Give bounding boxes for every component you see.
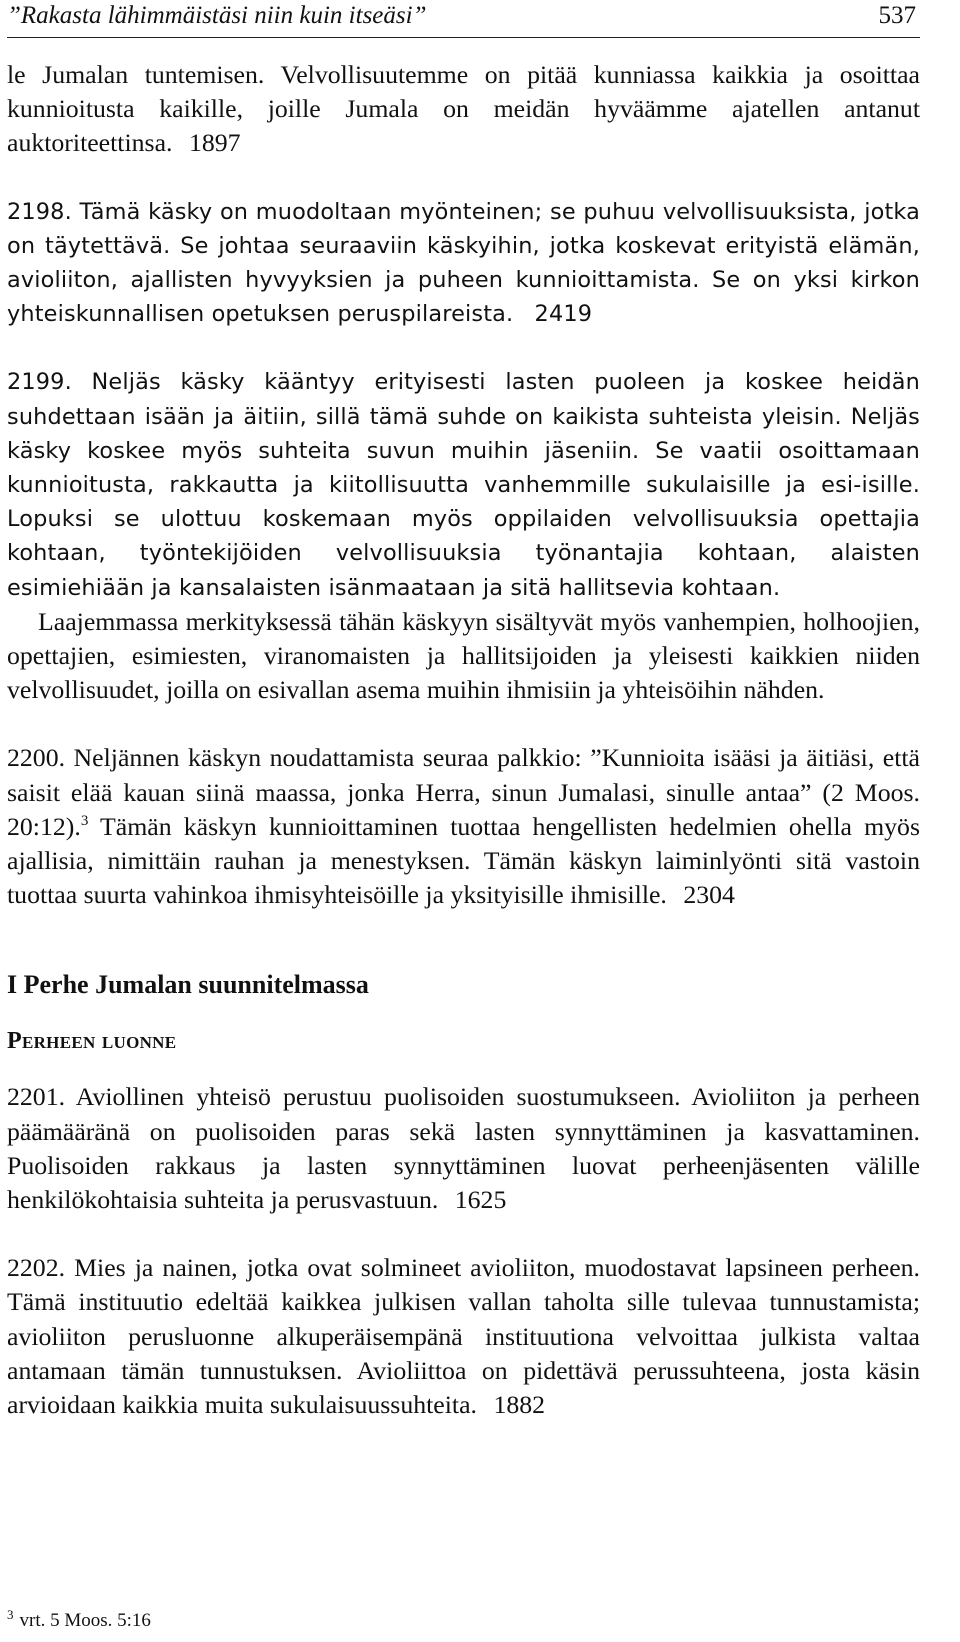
running-title: ”Rakasta lähimmäistäsi niin kuin itseäsi” xyxy=(7,2,427,29)
paragraph-2198 xyxy=(7,195,920,332)
cross-reference: 1625 xyxy=(454,1185,507,1215)
paragraph-2202 xyxy=(7,1251,920,1422)
paragraph-text: 2200. Neljännen käskyn noudattamista seuraa palkkio: ”Kunnioita isääsi ja äitiäsi, että saisit elää kauan siinä maassa, jonka Herra, sinun Jumalasi, sinulle antaa” (2 Moos. 20:12). xyxy=(7,743,920,841)
cross-reference: 1882 xyxy=(493,1390,546,1420)
paragraph-text: le Jumalan tuntemisen. Velvollisuutemme on pitää kunniassa kaikkia ja osoittaa kunnioitusta kaikille, joille Jumala on meidän hyväämme ajatellen antanut auktoriteettinsa. xyxy=(7,60,920,158)
footnote-text: vrt. 5 Moos. 5:16 xyxy=(19,1610,151,1631)
footnote-number: 3 xyxy=(7,1607,14,1622)
paragraph-continued xyxy=(7,58,920,161)
cross-reference: 2419 xyxy=(534,301,593,328)
cross-reference: 1897 xyxy=(188,128,241,158)
paragraph-text: Tämän käskyn kunnioittaminen tuottaa hengellisten hedelmien ohella myös ajallisia, nimittäin rauhan ja menestyksen. Tämän käskyn laiminlyönti sitä vastoin tuottaa suurta vahinkoa ihmisyhteisöille ja yksityisille ihmisille. xyxy=(7,811,920,910)
paragraph-2200 xyxy=(7,741,920,912)
footnote-marker: 3 xyxy=(80,812,89,829)
paragraph-text: 2202. Mies ja nainen, jotka ovat solmineet avioliiton, muodostavat lapsineen perheen. Tämä instituutio edeltää kaikkea julkisen vallan taholta sille tulevaa tunnustamista; avioliiton perusluonne alkuperäisempänä instituutiona velvoittaa julkista valtaa antamaan tämän tunnustuksen. Avioliittoa on pidettävä perussuhteena, josta käsin arvioidaan kaikkia muita sukulaisuussuhteita. xyxy=(7,1253,920,1420)
footnote xyxy=(7,1607,151,1632)
body-text xyxy=(7,58,920,1422)
document-page xyxy=(7,0,920,1631)
section-subheading: Perheen luonne xyxy=(7,1028,177,1055)
cross-reference: 2304 xyxy=(683,880,735,910)
section-heading: I Perhe Jumalan suunnitelmassa xyxy=(7,970,369,1000)
paragraph-text: 2199. Neljäs käsky kääntyy erityisesti lasten puoleen ja koskee heidän suhdettaan isään ja äitiin, sillä tämä suhde on kaikista suhteista yleisin. Neljäs käsky koskee myös suhteita suvun muihin jäseniin. Se vaatii osoittamaan kunnioitusta, rakkautta ja kiitollisuutta vanhemmille sukulaisille ja esi-isille. Lopuksi se ulottuu koskemaan myös oppilaiden velvollisuuksia opettajia kohtaan, työntekijöiden velvollisuuksia työnantajia kohtaan, alaisten esimiehiään ja kansalaisten isänmaataan ja sitä hallitsevia kohtaan. xyxy=(7,369,920,601)
paragraph-text: 2198. Tämä käsky on muodoltaan myönteinen; se puhuu velvollisuuksista, jotka on täytettävä. Se johtaa seuraaviin käskyihin, jotka koskevat erityistä elämän, avioliiton, ajallisten hyvyyksien ja puheen kunnioittamista. Se on yksi kirkon yhteiskunnallisen opetuksen peruspilareista. xyxy=(7,198,920,328)
paragraph-text: 2201. Aviollinen yhteisö perustuu puolisoiden suostumukseen. Avioliiton ja perheen päämääränä on puolisoiden paras sekä lasten synnyttäminen ja kasvattaminen. Puolisoiden rakkaus ja lasten synnyttäminen luovat perheenjäsenten välille henkilökohtaisia suhteita ja perusvastuun. xyxy=(7,1082,920,1215)
page-number: 537 xyxy=(878,2,916,29)
paragraph-2199-continued xyxy=(7,605,920,708)
running-header xyxy=(7,0,920,38)
paragraph-text: Laajemmassa merkityksessä tähän käskyyn sisältyvät myös vanhempien, holhoojien, opettajien, esimiesten, viranomaisten ja hallitsijoiden ja yleisesti kaikkien niiden velvollisuudet, joilla on esivallan asema muihin ihmisiin ja yhteisöihin nähden. xyxy=(7,606,920,705)
paragraph-2199 xyxy=(7,365,920,604)
paragraph-2201 xyxy=(7,1080,920,1217)
